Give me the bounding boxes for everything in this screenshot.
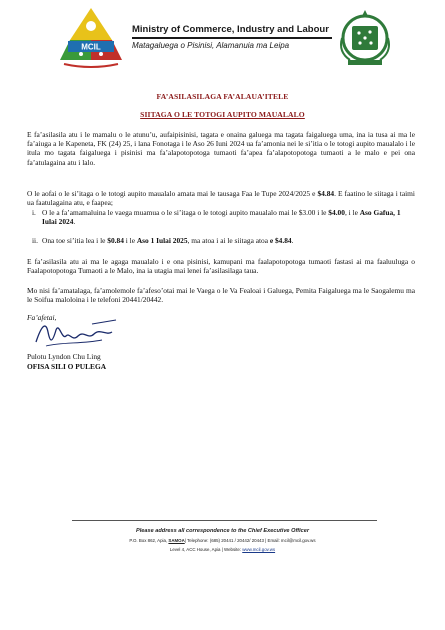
notice-subtitle: SIITAGA O LE TOTOGI AUPITO MAUALALO [140, 110, 305, 119]
footer-address: Level 4, ACC House, Apia | Website: www.mcil.gov.ws [169, 547, 276, 552]
website-link[interactable]: www.mcil.gov.ws [242, 547, 276, 552]
handwritten-signature-icon [32, 318, 128, 350]
list-item-phase-one: i. O le a fa’amamaluina le vaega muamua o le si’itaga o le totogi aupito maualalo mai le $3.00 i le $4.00, i le Aso Gafua, 1 Iulai 2024. [32, 208, 401, 227]
ministry-block [132, 24, 332, 50]
list-item-phase-two: ii. Ona toe si’itia lea i le $0.84 i le Aso 1 Iulai 2025, ma atoa i ai le siitaga atoa e $4.84. [32, 236, 294, 245]
footer-contact: P.O. Box 862, Apia, SAMOA| Telephone: (685) 20441 / 20442/ 20443 | Email: mcil@mcil.gov.ws [129, 538, 316, 543]
footer-divider [72, 520, 377, 521]
mcil-logo-icon [56, 6, 126, 68]
paragraph-total: O le aofai o le si’itaga o le totogi aupito maualalo amata mai le tausaga Faa le Tupe 2024/2025 e $4.84. E faatino le siitaga i taimi ua faatulagaina atu, e faapea; [27, 189, 415, 208]
letterhead [0, 0, 445, 75]
signatory-title: OFISA SILI O PULEGA [27, 362, 107, 371]
paragraph-contact: Mo nisi fa’amatalaga, fa’amolemole fa’afeso’otai mai le Vaega o le Va Fealoai i Galuega, Pemita Faigaluega ma le Saogalemu ma le Soifua maloloina i le telefoni 20441/20442. [27, 286, 415, 305]
ministry-name-en: Ministry of Commerce, Industry and Labour [132, 24, 329, 35]
paragraph-intro: E fa’asilasila atu i le mamalu o le atunu’u, aufaipisinisi, tagata e onaina galuega ma tagata faigaluega uma, ina ia tusa ai ma le fa’aiuga a le Kapeneta, FK (24) 25, i lana Fonotaga i le Aso 26 Iuni 2024 ua fa’amonia nei le si’itia o le totogi aupito maualalo i le itula mo tagata faigaluega i pisinisi ma fa’alapotopotoga tumaoti fa’apea fa’alapotopotoga tumaoti a le malo e pei ona fa’atulagaina atu i lalo. [27, 130, 415, 167]
signoff-label: Fa’afetai, [27, 313, 57, 322]
samoa-crest-icon [336, 8, 394, 68]
ministry-name-sm: Matagaluega o Pisinisi, Alamanuia ma Leipa [132, 41, 290, 50]
notice-title: FA’ASILASILAGA FA’ALAUA’ITELE [156, 92, 289, 101]
footer-correspondence: Please address all correspondence to the Chief Executive Officer [135, 528, 310, 534]
paragraph-businesses: E fa’asilasila atu ai ma le agaga maualalo i e ona pisinisi, kamupani ma faalapotopotoga tumaoti fastasi ai ma faaluuluga o Faalapotopotoga Tumaoti a le Malo, ina ia utagia mai lenei fa’asilasilaga taua. [27, 257, 415, 276]
logo-text: MCIL [81, 42, 101, 52]
signatory-name: Pulotu Lyndon Chu Ling [27, 352, 101, 361]
ministry-rule [132, 37, 332, 39]
